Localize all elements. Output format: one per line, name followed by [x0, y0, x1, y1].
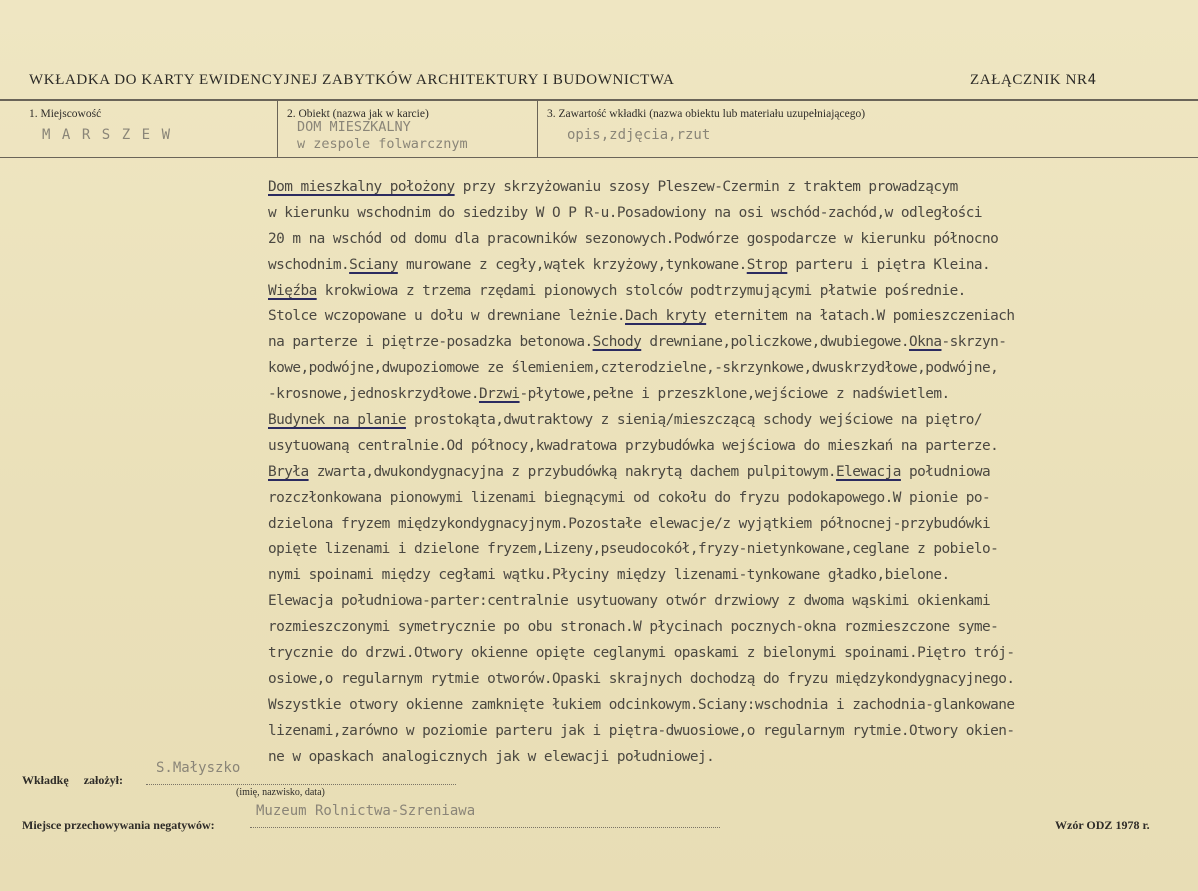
description-segment: -krosnowe,jednoskrzydłowe.: [268, 386, 479, 403]
description-line: [268, 408, 1198, 434]
form-model: Wzór ODZ 1978 r.: [1055, 818, 1150, 832]
description-segment: krokwiowa z trzema rzędami pionowych stolców podtrzymującymi płatwie pośrednie.: [316, 282, 966, 299]
description-line: [268, 201, 1198, 227]
description-segment: rozmieszczonymi symetrycznie po obu stronach.W płycinach pocznych-okna rozmieszczone syme-: [268, 619, 999, 636]
description-line: [268, 330, 1198, 356]
description-line: [268, 279, 1198, 305]
description-line: [268, 175, 1198, 201]
underlined-keyword: Więźba: [268, 282, 317, 299]
locality-label: 1. Miejscowość: [29, 108, 102, 120]
description-segment: lizenami,zarówno w poziomie parteru jak i piętra-dwuosiowe,o regularnym rytmie.Otwory okien-: [268, 722, 1015, 739]
description-segment: przy skrzyżowaniu szosy Pleszew-Czermin z traktem prowadzącym: [454, 179, 958, 195]
description-line: [268, 253, 1198, 279]
underlined-keyword: Dach kryty: [625, 308, 707, 325]
description-line: [268, 719, 1198, 745]
description-text: [268, 175, 1198, 770]
description-segment: na parterze i piętrze-posadzka betonowa.: [268, 334, 593, 351]
description-line: [268, 693, 1198, 719]
description-segment: dzielona fryzem międzykondygnacyjnym.Pozostałe elewacje/z wyjątkiem północnej-przybudówki: [268, 515, 991, 532]
header-top-rule: [0, 99, 1198, 101]
description-line: [268, 486, 1198, 512]
description-line: [268, 227, 1198, 253]
contents-label: 3. Zawartość wkładki (nazwa obiektu lub materiału uzupełniającego): [547, 108, 866, 120]
underlined-keyword: Drzwi: [478, 386, 520, 403]
author-value: S.Małyszko: [156, 760, 241, 776]
description-line: [268, 304, 1198, 330]
field-divider-2: [537, 100, 538, 157]
underlined-keyword: Strop: [746, 256, 788, 273]
description-segment: -płytowe,pełne i przeszklone,wejściowe z nadświetlem.: [519, 386, 950, 403]
negatives-label: Miejsce przechowywania negatywów:: [22, 818, 215, 832]
insert-label: [22, 773, 123, 788]
annex-number: 4: [1087, 72, 1097, 88]
field-divider-1: [277, 100, 278, 157]
underlined-keyword: Budynek na planie: [268, 412, 406, 429]
insert-label-a: Wkładkę: [22, 773, 69, 787]
description-segment: opięte lizenami i dzielone fryzem,Lizeny,pseudocokół,fryzy-nietynkowane,ceglane z pobielo-: [268, 541, 999, 558]
object-label: 2. Obiekt (nazwa jak w karcie): [287, 108, 429, 120]
underlined-keyword: Okna: [909, 334, 942, 351]
description-segment: usytuowaną centralnie.Od północy,kwadratowa przybudówka wejściowa do mieszkań na parterze.: [268, 437, 999, 454]
negatives-value: Muzeum Rolnictwa-Szreniawa: [256, 803, 476, 819]
negatives-line: [250, 827, 720, 828]
description-line: [268, 615, 1198, 641]
description-segment: Wszystkie otwory okienne zamknięte łukiem odcinkowym.Sciany:wschodnia i zachodnia-glankowane: [268, 696, 1015, 713]
description-line: [268, 563, 1198, 589]
description-segment: kowe,podwójne,dwupoziomowe ze ślemieniem,czterodzielne,-skrzynkowe,dwuskrzydłowe,podwójne,: [268, 360, 999, 377]
description-segment: parteru i piętra Kleina.: [787, 256, 991, 273]
insert-label-b: założył:: [83, 773, 124, 787]
description-segment: murowane z cegły,wątek krzyżowy,tynkowane.: [397, 256, 747, 273]
description-segment: trycznie do drzwi.Otwory okienne opięte ceglanymi opaskami z bielonymi spoinami.Piętro trój-: [268, 645, 1015, 662]
description-line: [268, 537, 1198, 563]
underlined-keyword: Sciany: [349, 256, 398, 273]
annex-label-text: ZAŁĄCZNIK NR: [970, 72, 1088, 88]
description-line: [268, 641, 1198, 667]
description-line: [268, 434, 1198, 460]
description-line: [268, 460, 1198, 486]
description-line: [268, 667, 1198, 693]
object-value-line1: DOM MIESZKALNY: [297, 119, 411, 135]
author-line: [146, 784, 456, 785]
description-line: [268, 356, 1198, 382]
description-segment: nymi spoinami między cegłami wątku.Płyciny między lizenami-tynkowane gładko,bielone.: [268, 567, 950, 584]
underlined-keyword: Bryła: [268, 463, 309, 480]
description-segment: w kierunku wschodnim do siedziby W O P R-u.Posadowiony na osi wschód-zachód,w odległości: [268, 204, 983, 221]
description-segment: wschodnim.: [268, 256, 350, 273]
description-line: [268, 589, 1198, 615]
author-caption: (imię, nazwisko, data): [236, 787, 325, 798]
contents-value: opis,zdjęcia,rzut: [567, 127, 711, 143]
annex-label: [970, 72, 1097, 89]
description-line: [268, 382, 1198, 408]
underlined-keyword: Dom mieszkalny położony: [268, 179, 455, 195]
card-title: WKŁADKA DO KARTY EWIDENCYJNEJ ZABYTKÓW ARCHITEKTURY I BUDOWNICTWA: [29, 72, 675, 88]
locality-value: MARSZEW: [42, 127, 182, 143]
description-segment: południowa: [900, 463, 991, 480]
object-value-line2: w zespole folwarcznym: [297, 136, 468, 152]
description-segment: eternitem na łatach.W pomieszczeniach: [706, 308, 1015, 325]
description-segment: Stolce wczopowane u dołu w drewniane leżnie.: [268, 308, 626, 325]
description-segment: -skrzyn-: [941, 334, 1007, 351]
description-segment: osiowe,o regularnym rytmie otworów.Opaski skrajnych dochodzą do fryzu międzykondygnacyjnego.: [268, 670, 1015, 687]
fields-bottom-rule: [0, 157, 1198, 158]
description-segment: rozczłonkowana pionowymi lizenami biegnącymi od cokołu do fryzu podokapowego.W pionie po-: [268, 489, 991, 506]
description-segment: zwarta,dwukondygnacyjna z przybudówką nakrytą dachem pulpitowym.: [308, 463, 836, 480]
description-segment: Elewacja południowa-parter:centralnie usytuowany otwór drzwiowy z dwoma wąskimi okienkami: [268, 593, 991, 610]
description-line: [268, 745, 1198, 771]
description-segment: 20 m na wschód od domu dla pracowników sezonowych.Podwórze gospodarcze w kierunku północno: [268, 230, 999, 247]
underlined-keyword: Elewacja: [835, 463, 901, 480]
description-segment: ne w opaskach analogicznych jak w elewacji południowej.: [268, 748, 715, 765]
description-segment: drewniane,policzkowe,dwubiegowe.: [641, 334, 910, 351]
description-segment: prostokąta,dwutraktowy z sienią/mieszczącą schody wejściowe na piętro/: [405, 412, 983, 429]
description-line: [268, 512, 1198, 538]
underlined-keyword: Schody: [592, 334, 642, 351]
